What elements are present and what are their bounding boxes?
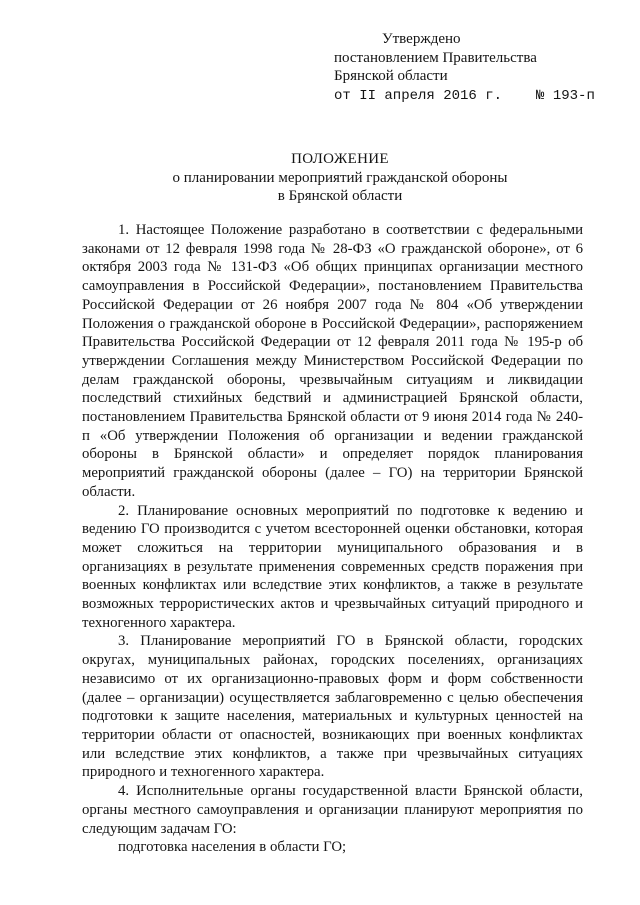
approval-line3: Брянской области — [334, 68, 448, 84]
approval-approved: Утверждено — [382, 31, 461, 47]
document-header — [0, 150, 640, 206]
approval-number: № 193-п — [536, 87, 595, 104]
document-body — [82, 221, 583, 857]
document-subtitle-line1: о планировании мероприятий гражданской обороны — [172, 169, 508, 186]
approval-date-line — [334, 86, 624, 106]
paragraph-3: 3. Планирование мероприятий ГО в Брянской области, городских округах, муниципальных районах, городских поселениях, организациях независимо от их организационно-правовых форм и форм собственности (далее – организации) осуществляется заблаговременно с целью обеспечения подготовки к защите населения, материальных и культурных ценностей на территории области от опасностей, возникающих при военных конфликтах или вследствие этих конфликтов, а также при чрезвычайных ситуациях природного и техногенного характера. — [82, 633, 583, 781]
paragraph-1: 1. Настоящее Положение разработано в соответствии с федеральными законами от 12 февраля 1998 года № 28-ФЗ «О гражданской обороне», от 6 октября 2003 года № 131-ФЗ «Об общих принципах организации местного самоуправления в Российской Федерации», постановлением Правительства Российской Федерации от 26 ноября 2007 года № 804 «Об утверждении Положения о гражданской обороне в Российской Федерации», распоряжением Правительства Российской Федерации от 12 февраля 2011 года № 195-р об утверждении Соглашения между Министерством Российской Федерации по делам гражданской обороны, чрезвычайным ситуациям и ликвидации последствий стихийных бедствий и администрацией Брянской области, постановлением Правительства Брянской области от 9 июня 2014 года № 240-п «Об утверждении Положения об организации и ведении гражданской обороны в Брянской области» и определяет порядок планирования мероприятий гражданской обороны (далее – ГО) на территории Брянской области. — [82, 222, 583, 500]
paragraph-2: 2. Планирование основных мероприятий по подготовке к ведению и ведению ГО производится с учетом всесторонней оценки обстановки, которая может сложиться на территории муниципального образования и в организациях в результате применения современных средств поражения при военных конфликтах или вследствие этих конфликтов, а также в результате возможных террористических актов и чрезвычайных ситуаций природного и техногенного характера. — [82, 502, 583, 631]
approval-stamp — [334, 30, 624, 105]
document-title: ПОЛОЖЕНИЕ — [291, 151, 389, 167]
paragraph-4: 4. Исполнительные органы государственной власти Брянской области, органы местного самоуправления и организации планируют мероприятия по следующим задачам ГО: — [82, 783, 583, 837]
list-item-1: подготовка населения в области ГО; — [118, 839, 347, 856]
approval-date: от II апреля 2016 г. — [334, 87, 503, 104]
document-subtitle-line2: в Брянской области — [277, 188, 403, 204]
approval-line2: постановлением Правительства — [334, 49, 537, 66]
